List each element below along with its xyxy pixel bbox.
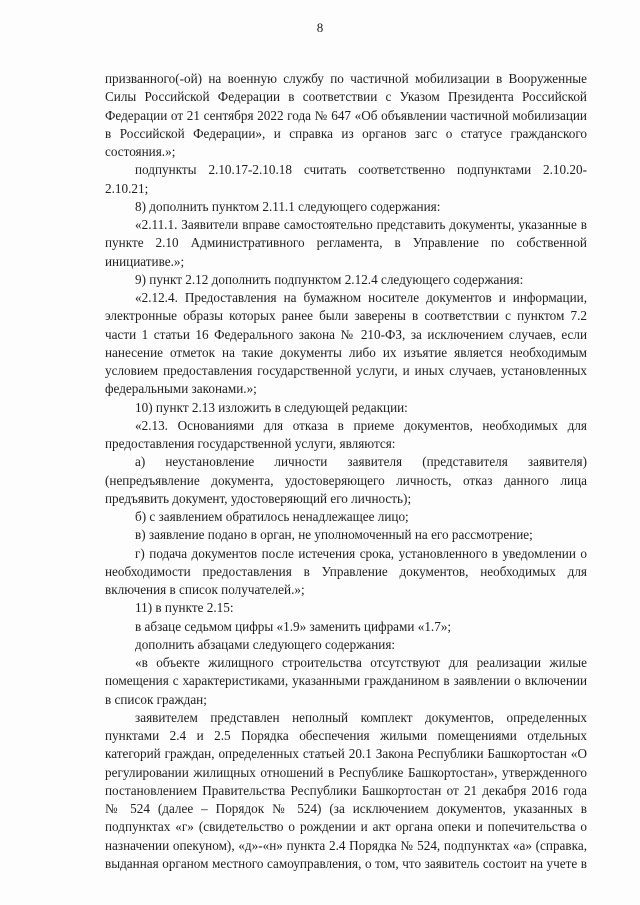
paragraph-1: призванного(-ой) на военную службу по частичной мобилизации в Вооруженные Силы Российской Федерации в соответствии с Указом Президента Российской Федерации от 21 сентября 2022 года № 647 «Об объявлении частичной мобилизации в Российской Федерации», и справка из органов загс о статусе гражданского состояния.»; <box>105 71 587 159</box>
paragraph-2: подпункты 2.10.17-2.10.18 считать соответственно подпунктами 2.10.20-2.10.21; <box>105 162 587 196</box>
paragraph-10: б) с заявлением обратилось ненадлежащее лицо; <box>135 509 409 524</box>
paragraph-5: 9) пункт 2.12 дополнить подпунктом 2.12.4 следующего содержания: <box>135 271 524 287</box>
paragraph-16: «в объекте жилищного строительства отсутствуют для реализации жилые помещения с характеристиками, указанными гражданином в заявлении о включении в список граждан; <box>105 655 587 707</box>
paragraph-17: заявителем представлен неполный комплект документов, определенных пунктами 2.4 и 2.5 Порядка обеспечения жилыми помещениями отдельных категорий граждан, определенных статьей 20.1 Закона Республики Башкортостан «О регулировании жилищных отношений в Республике Башкортостан», утвержденного постановлением Правительства Республики Башкортостан от 21 декабря 2016 года № 524 (далее – Порядок № 524) (за исключением документов, указанных в подпунктах «г» (свидетельство о рождении и акт органа опеки и попечительства о назначении опекуном), «д»-«н» пункта 2.4 Порядка № 524, подпунктах «а» (справка, выданная органом местного самоуправления, о том, что заявитель состоит на учете в <box>105 709 587 871</box>
paragraph-9: а) неустановление личности заявителя (представителя заявителя) (непредъявление документа, удостоверяющего личность, отказ данного лица предъявить документ, удостоверяющий его личность); <box>105 454 587 506</box>
paragraph-4: «2.11.1. Заявители вправе самостоятельно представить документы, указанные в пункте 2.10 Административного регламента, в Управление по собственной инициативе.»; <box>105 217 587 269</box>
paragraph-15: дополнить абзацами следующего содержания: <box>135 636 396 652</box>
paragraph-12: г) подача документов после истечения срока, установленного в уведомлении о необходимости предоставления в Управление документов, необходимых для включения в список получателей.»; <box>105 545 587 597</box>
paragraph-7: 10) пункт 2.13 изложить в следующей редакции: <box>135 399 408 415</box>
paragraph-13: 11) в пункте 2.15: <box>135 600 234 616</box>
page-number: 8 <box>316 20 324 35</box>
paragraph-3: 8) дополнить пунктом 2.11.1 следующего содержания: <box>135 198 441 214</box>
paragraph-14: в абзаце седьмом цифры «1.9» заменить цифрами «1.7»; <box>135 618 452 634</box>
paragraph-11: в) заявление подано в орган, не уполномоченный на его рассмотрение; <box>135 527 533 543</box>
paragraph-6: «2.12.4. Предоставления на бумажном носителе документов и информации, электронные образы которых ранее были заверены в соответствии с пунктом 7.2 части 1 статьи 16 Федерального закона № 210-ФЗ, за исключением случаев, если нанесение отметок на такие документы либо их изъятие является необходимым условием предоставления государственной услуги, и иных случаев, установленных федеральными законами.»; <box>105 290 587 397</box>
paragraph-8: «2.13. Основаниями для отказа в приеме документов, необходимых для предоставления государственной услуги, являются: <box>105 417 587 451</box>
document-body <box>105 70 587 873</box>
